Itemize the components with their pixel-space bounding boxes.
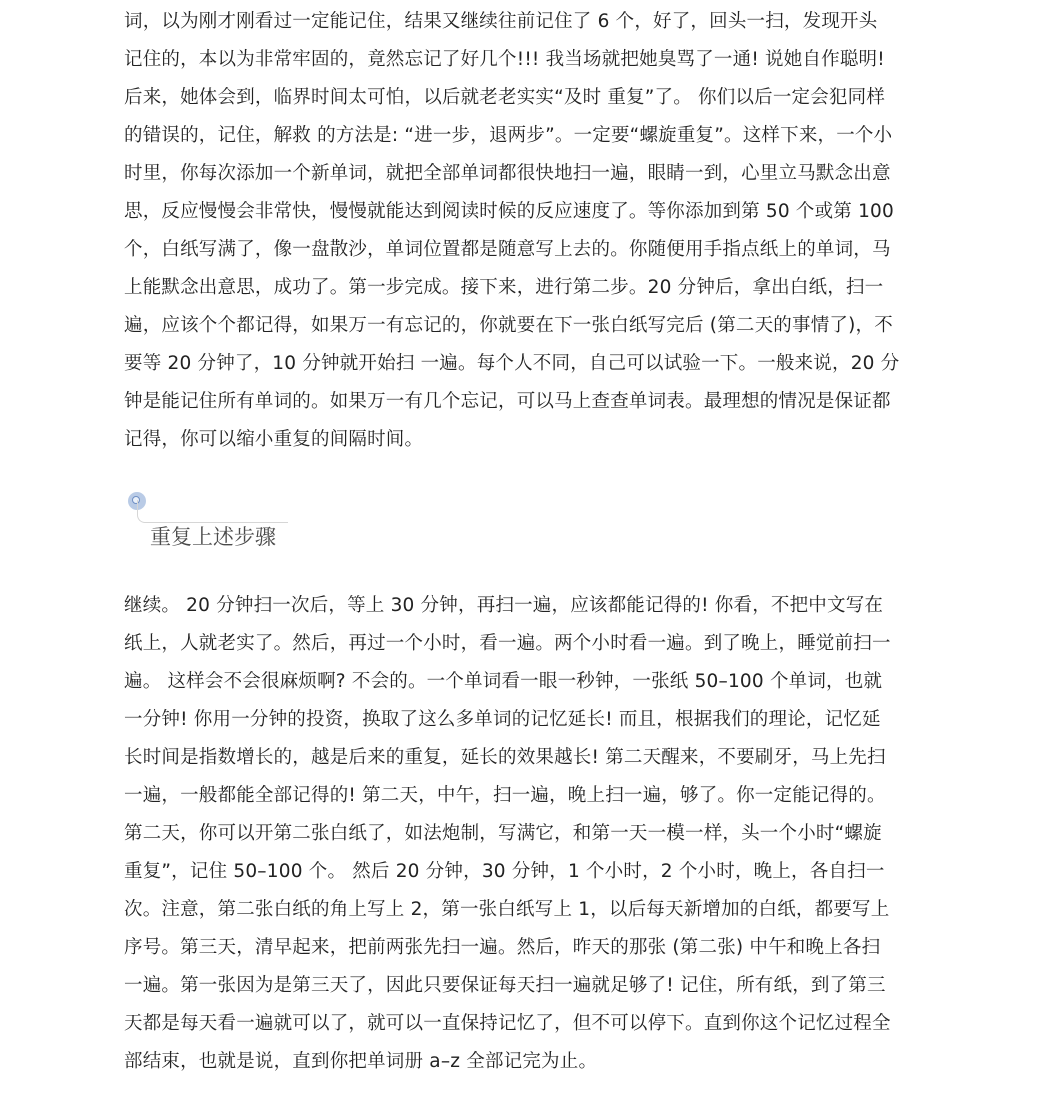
- text-line: 一分钟! 你用一分钟的投资，换取了这么多单词的记忆延长! 而且，根据我们的理论，记忆延: [124, 709, 881, 730]
- text-line: 记住的，本以为非常牢固的，竟然忘记了好几个!!! 我当场就把她臭骂了一通! 说她自作聪明!: [124, 49, 885, 70]
- text-line: 部结束，也就是说，直到你把单词册 a–z 全部记完为止。: [124, 1051, 598, 1072]
- section-heading-text: 重复上述步骤: [150, 525, 276, 549]
- text-line: 重复”，记住 50–100 个。 然后 20 分钟，30 分钟，1 个小时，2 个小时，晚上，各自扫一: [124, 861, 885, 882]
- text-line: 记得，你可以缩小重复的间隔时间。: [124, 429, 424, 450]
- text-line: 思，反应慢慢会非常快，慢慢就能达到阅读时候的反应速度了。等你添加到第 50 个或第 100: [124, 201, 894, 222]
- text-line: 一遍，一般都能全部记得的! 第二天，中午，扫一遍，晚上扫一遍，够了。你一定能记得的。: [124, 785, 886, 806]
- text-line: 上能默念出意思，成功了。第一步完成。接下来，进行第二步。20 分钟后，拿出白纸，扫一: [124, 277, 884, 298]
- text-line: 天都是每天看一遍就可以了，就可以一直保持记忆了，但不可以停下。直到你这个记忆过程全: [124, 1013, 891, 1034]
- text-line: 遍，应该个个都记得，如果万一有忘记的，你就要在下一张白纸写完后 (第二天的事情了)，不: [124, 315, 893, 336]
- text-line: 次。注意，第二张白纸的角上写上 2，第一张白纸写上 1，以后每天新增加的白纸，都要写上: [124, 899, 890, 920]
- text-line: 继续。 20 分钟扫一次后，等上 30 分钟，再扫一遍，应该都能记得的! 你看，不把中文写在: [124, 595, 884, 616]
- text-line: 第二天，你可以开第二张白纸了，如法炮制，写满它，和第一天一模一样，头一个小时“螺旋: [124, 823, 882, 844]
- text-line: 要等 20 分钟了，10 分钟就开始扫 一遍。每个人不同，自己可以试验一下。一般来说，20 分: [124, 353, 900, 374]
- text-line: 后来，她体会到，临界时间太可怕，以后就老老实实“及时 重复”了。 你们以后一定会犯同样: [124, 87, 886, 108]
- text-line: 词，以为刚才刚看过一定能记住，结果又继续往前记住了 6 个，好了，回头一扫，发现开头: [124, 11, 878, 32]
- text-line: 长时间是指数增长的，越是后来的重复，延长的效果越长! 第二天醒来，不要刷牙，马上先扫: [124, 747, 886, 768]
- text-line: 钟是能记住所有单词的。如果万一有几个忘记，可以马上查查单词表。最理想的情况是保证都: [124, 391, 891, 412]
- text-line: 遍。 这样会不会很麻烦啊? 不会的。一个单词看一眼一秒钟，一张纸 50–100 个单词，也就: [124, 671, 883, 692]
- text-line: 个，白纸写满了，像一盘散沙，单词位置都是随意写上去的。你随便用手指点纸上的单词，马: [124, 239, 891, 260]
- text-line: 时里，你每次添加一个新单词，就把全部单词都很快地扫一遍，眼睛一到，心里立马默念出意: [124, 163, 891, 184]
- section-heading: [128, 490, 298, 560]
- text-line: 序号。第三天，清早起来，把前两张先扫一遍。然后，昨天的那张 (第二张) 中午和晚上各扫: [124, 937, 881, 958]
- text-line: 的错误的，记住，解救 的方法是: “进一步，退两步”。一定要“螺旋重复”。这样下来，一个小: [124, 125, 893, 146]
- heading-connector: [137, 500, 288, 523]
- text-line: 一遍。第一张因为是第三天了，因此只要保证每天扫一遍就足够了! 记住，所有纸，到了第三: [124, 975, 886, 996]
- text-line: 纸上，人就老实了。然后，再过一个小时，看一遍。两个小时看一遍。到了晚上，睡觉前扫一: [124, 633, 891, 654]
